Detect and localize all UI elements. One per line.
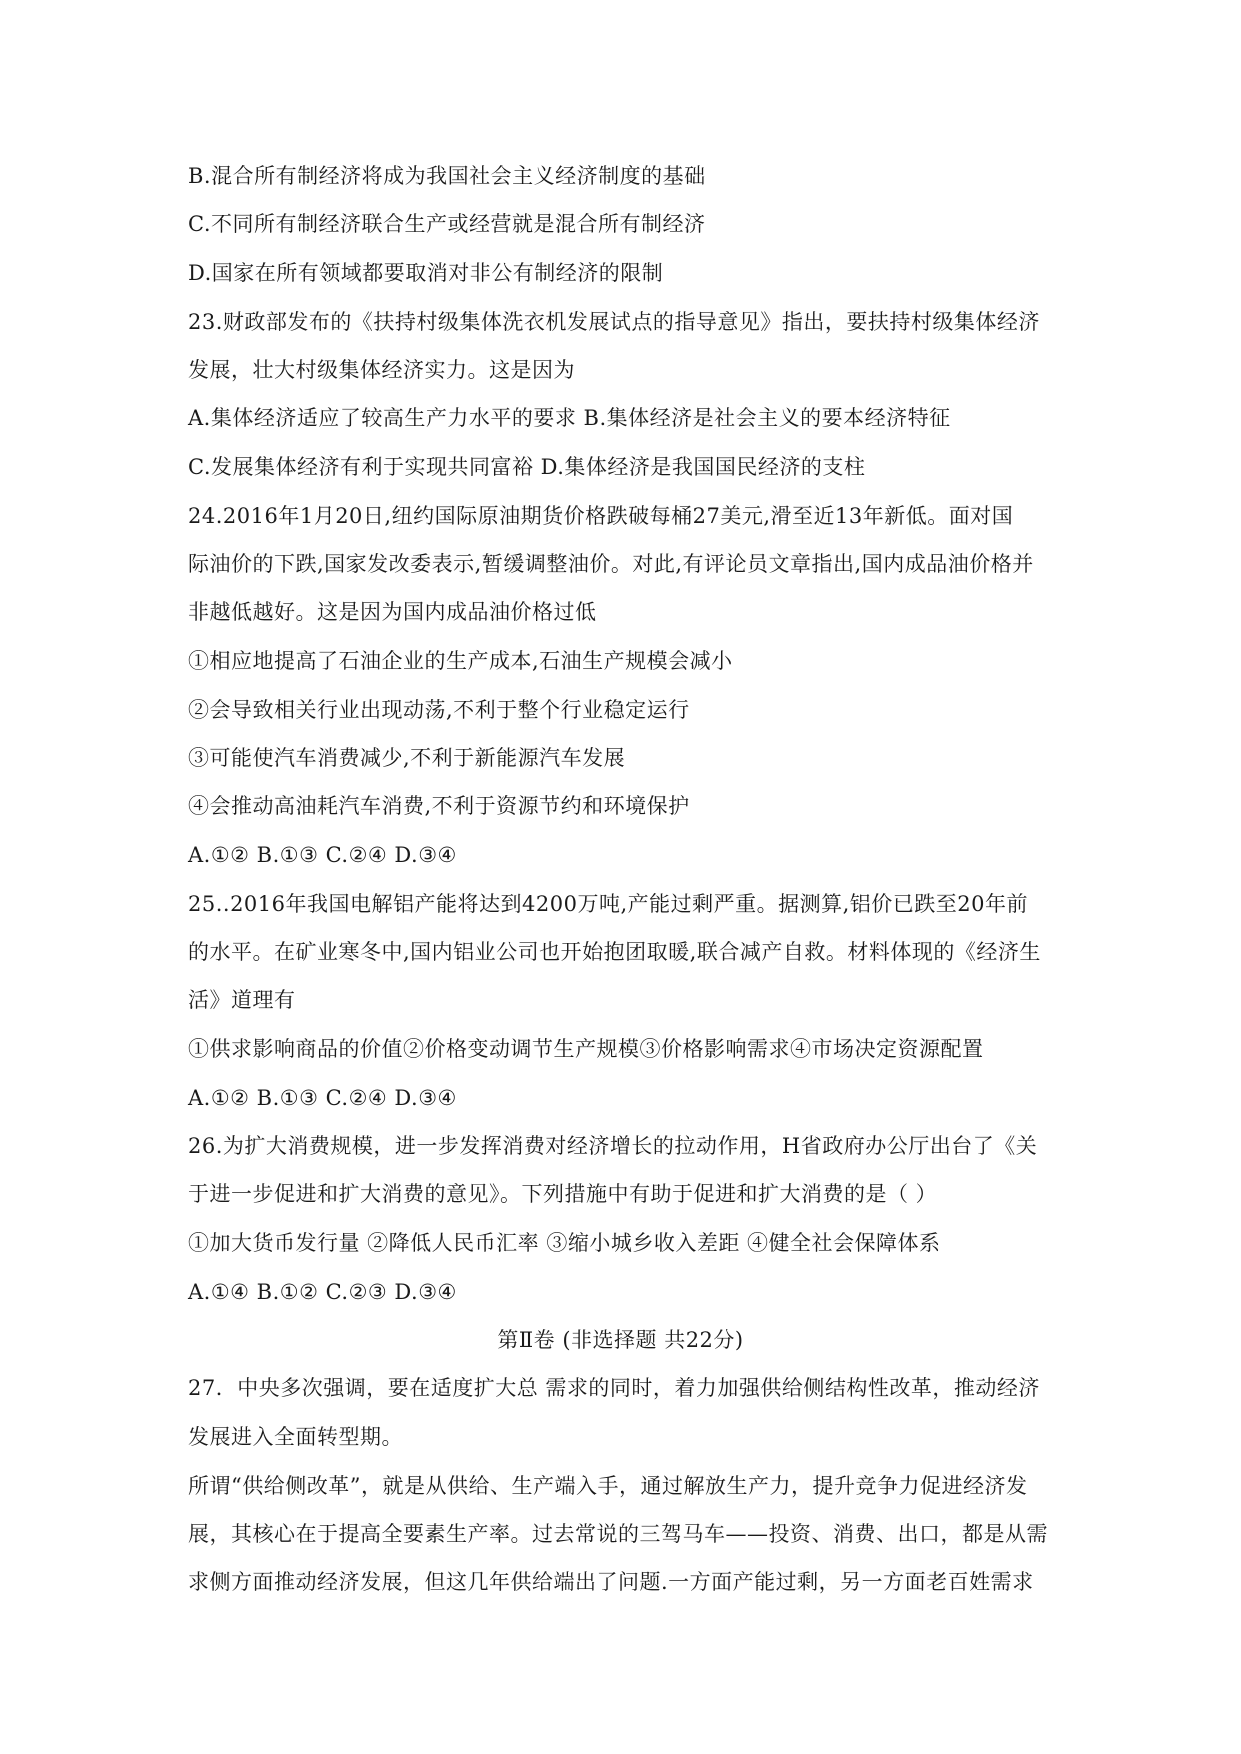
- material-paragraph-line-1: 所谓“供给侧改革”，就是从供给、生产端入手，通过解放生产力，提升竞争力促进经济发: [188, 1474, 1028, 1498]
- question-26-statements: ①加大货币发行量 ②降低人民币汇率 ③缩小城乡收入差距 ④健全社会保障体系: [188, 1231, 941, 1255]
- question-27-line-1: 27．中央多次强调，要在适度扩大总 需求的同时，着力加强供给侧结构性改革，推动经济: [188, 1376, 1040, 1400]
- material-paragraph-line-2: 展，其核心在于提高全要素生产率。过去常说的三驾马车——投资、消费、出口，都是从需: [188, 1522, 1048, 1546]
- question-24-line-3: 非越低越好。这是因为国内成品油价格过低: [188, 600, 597, 624]
- question-25-line-2: 的水平。在矿业寒冬中,国内铝业公司也开始抱团取暖,联合减产自救。材料体现的《经济生: [188, 940, 1041, 964]
- question-24-statement-4: ④会推动高油耗汽车消费,不利于资源节约和环境保护: [188, 794, 690, 818]
- question-26-line-2: 于进一步促进和扩大消费的意见》。下列措施中有助于促进和扩大消费的是（ ）: [188, 1182, 938, 1206]
- question-25-line-3: 活》道理有: [188, 988, 296, 1012]
- question-25-line-1: 25..2016年我国电解铝产能将达到4200万吨,产能过剩严重。据测算,铝价已跌至20年前: [188, 892, 1029, 916]
- option-c-line: C.不同所有制经济联合生产或经营就是混合所有制经济: [188, 212, 706, 236]
- question-24-statement-1: ①相应地提高了石油企业的生产成本,石油生产规模会减小: [188, 649, 733, 673]
- question-26-line-1: 26.为扩大消费规模，进一步发挥消费对经济增长的拉动作用，H省政府办公厅出台了《关: [188, 1134, 1038, 1158]
- section-2-heading: 第Ⅱ卷 (非选择题 共22分): [497, 1328, 744, 1352]
- question-23-options-cd: C.发展集体经济有利于实现共同富裕 D.集体经济是我国国民经济的支柱: [188, 455, 866, 479]
- option-b-line: B.混合所有制经济将成为我国社会主义经济制度的基础: [188, 164, 706, 188]
- question-24-statement-3: ③可能使汽车消费减少,不利于新能源汽车发展: [188, 746, 626, 770]
- question-27-line-2: 发展进入全面转型期。: [188, 1425, 403, 1449]
- question-25-options: A.①② B.①③ C.②④ D.③④: [188, 1086, 457, 1110]
- question-24-options: A.①② B.①③ C.②④ D.③④: [188, 843, 457, 867]
- question-24-line-2: 际油价的下跌,国家发改委表示,暂缓调整油价。对此,有评论员文章指出,国内成品油价格并: [188, 552, 1034, 576]
- question-23-line-2: 发展，壮大村级集体经济实力。这是因为: [188, 358, 575, 382]
- question-24-line-1: 24.2016年1月20日,纽约国际原油期货价格跌破每桶27美元,滑至近13年新低。面对国: [188, 504, 1014, 528]
- question-23-options-ab: A.集体经济适应了较高生产力水平的要求 B.集体经济是社会主义的要本经济特征: [188, 406, 951, 430]
- question-24-statement-2: ②会导致相关行业出现动荡,不利于整个行业稳定运行: [188, 698, 690, 722]
- question-25-statements: ①供求影响商品的价值②价格变动调节生产规模③价格影响需求④市场决定资源配置: [188, 1037, 984, 1061]
- option-d-line: D.国家在所有领域都要取消对非公有制经济的限制: [188, 261, 664, 285]
- question-26-options: A.①④ B.①② C.②③ D.③④: [188, 1280, 457, 1304]
- question-23-line-1: 23.财政部发布的《扶持村级集体洗衣机发展试点的指导意见》指出，要扶持村级集体经济: [188, 310, 1040, 334]
- material-paragraph-line-3: 求侧方面推动经济发展，但这几年供给端出了问题.一方面产能过剩，另一方面老百姓需求: [188, 1570, 1034, 1594]
